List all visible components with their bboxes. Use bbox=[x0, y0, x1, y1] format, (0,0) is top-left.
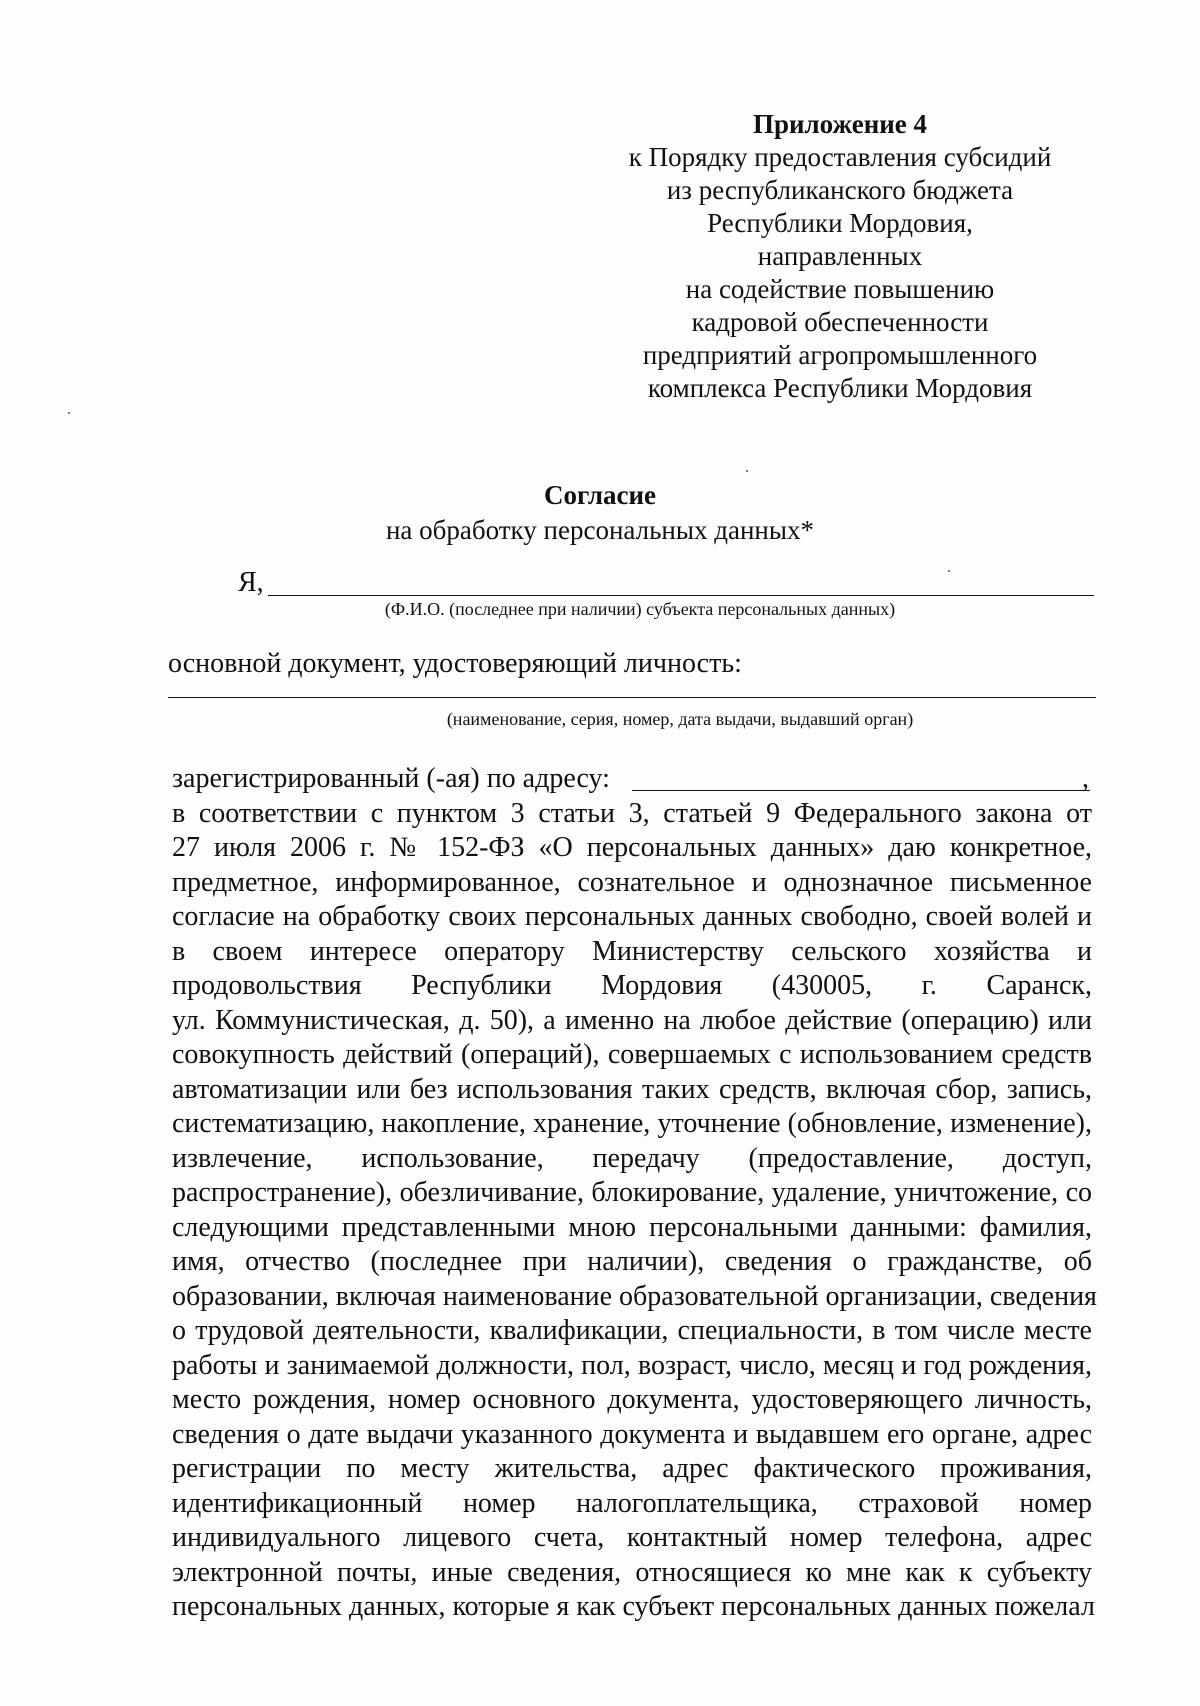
body-line: имя, отчество (последнее при наличии), сведения о гражданстве, об bbox=[172, 1246, 1092, 1277]
scan-speck bbox=[948, 570, 950, 572]
appendix-line: на содействие повышению bbox=[685, 274, 995, 304]
appendix-line: кадровой обеспеченности bbox=[691, 307, 989, 337]
consent-subtitle: на обработку персональных данных* bbox=[385, 515, 815, 545]
body-line: систематизацию, накопление, хранение, уточнение (обновление, изменение), bbox=[172, 1108, 1092, 1139]
scan-speck bbox=[746, 470, 748, 472]
body-line: индивидуального лицевого счета, контактный номер телефона, адрес bbox=[172, 1522, 1092, 1553]
appendix-line: направленных bbox=[757, 241, 923, 271]
body-line: образовании, включая наименование образовательной организации, сведения bbox=[172, 1280, 1097, 1312]
body-line: предметное, информированное, сознательное и однозначное письменное bbox=[172, 866, 1092, 898]
address-label: зарегистрированный (-ая) по адресу: bbox=[172, 763, 610, 794]
scan-speck bbox=[68, 412, 70, 414]
appendix-line: Республики Мордовия, bbox=[707, 208, 973, 238]
body-line: ул. Коммунистическая, д. 50), а именно на любое действие (операцию) или bbox=[172, 1004, 1092, 1036]
body-line: сведения о дате выдачи указанного документа и выдавшем его органе, адрес bbox=[172, 1418, 1092, 1450]
consent-body bbox=[172, 762, 1097, 1625]
appendix-line: предприятий агропромышленного bbox=[642, 340, 1038, 370]
appendix-line: к Порядку предоставления субсидий bbox=[628, 142, 1052, 172]
fio-hint: (Ф.И.О. (последнее при наличии) субъекта персональных данных) bbox=[384, 599, 896, 619]
body-line: извлечение, использование, передачу (предоставление, доступ, bbox=[172, 1142, 1092, 1174]
body-line: регистрации по месту жительства, адрес фактического проживания, bbox=[172, 1453, 1092, 1484]
body-line: следующими представленными мною персональными данными: фамилия, bbox=[172, 1211, 1092, 1243]
body-line: согласие на обработку своих персональных данных свободно, своей волей и bbox=[172, 901, 1092, 932]
appendix-line: комплекса Республики Мордовия bbox=[647, 373, 1033, 403]
address-comma: , bbox=[1082, 763, 1089, 794]
id-document-blank-line bbox=[168, 697, 1096, 698]
ya-label: Я, bbox=[238, 567, 264, 598]
body-line: в своем интересе оператору Министерству сельского хозяйства и bbox=[172, 935, 1092, 967]
fio-blank-line bbox=[268, 595, 1094, 596]
appendix-line: из республиканского бюджета bbox=[666, 175, 1014, 205]
body-line: место рождения, номер основного документа, удостоверяющего личность, bbox=[172, 1384, 1092, 1415]
body-line: идентификационный номер налогоплательщика, страховой номер bbox=[172, 1487, 1092, 1519]
body-line: в соответствии с пунктом 3 статьи 3, статьей 9 Федерального закона от bbox=[172, 797, 1092, 829]
address-blank-line bbox=[632, 790, 1090, 791]
consent-title: Согласие bbox=[543, 480, 657, 510]
body-line: о трудовой деятельности, квалификации, специальности, в том числе месте bbox=[172, 1315, 1092, 1346]
consent-title-block bbox=[300, 478, 900, 548]
body-line: автоматизации или без использования таких средств, включая сбор, запись, bbox=[172, 1073, 1092, 1105]
appendix-title: Приложение 4 bbox=[752, 109, 928, 139]
body-line: распространение), обезличивание, блокирование, удаление, уничтожение, со bbox=[172, 1177, 1092, 1208]
body-line: продовольствия Республики Мордовия (430005, г. Саранск, bbox=[172, 970, 1092, 1001]
address-row bbox=[172, 762, 1092, 797]
id-document-label: основной документ, удостоверяющий личность: bbox=[168, 648, 742, 679]
body-line: работы и занимаемой должности, пол, возраст, число, месяц и год рождения, bbox=[172, 1349, 1092, 1381]
body-line: электронной почты, иные сведения, относящиеся ко мне как к субъекту bbox=[172, 1556, 1092, 1588]
body-line: совокупность действий (операций), совершаемых с использованием средств bbox=[172, 1039, 1092, 1070]
body-line: персональных данных, которые я как субъект персональных данных пожелал bbox=[172, 1591, 1095, 1622]
body-line: 27 июля 2006 г. № 152-ФЗ «О персональных данных» даю конкретное, bbox=[172, 832, 1092, 863]
appendix-header bbox=[600, 108, 1080, 405]
id-document-hint: (наименование, серия, номер, дата выдачи, выдавший орган) bbox=[446, 709, 914, 729]
